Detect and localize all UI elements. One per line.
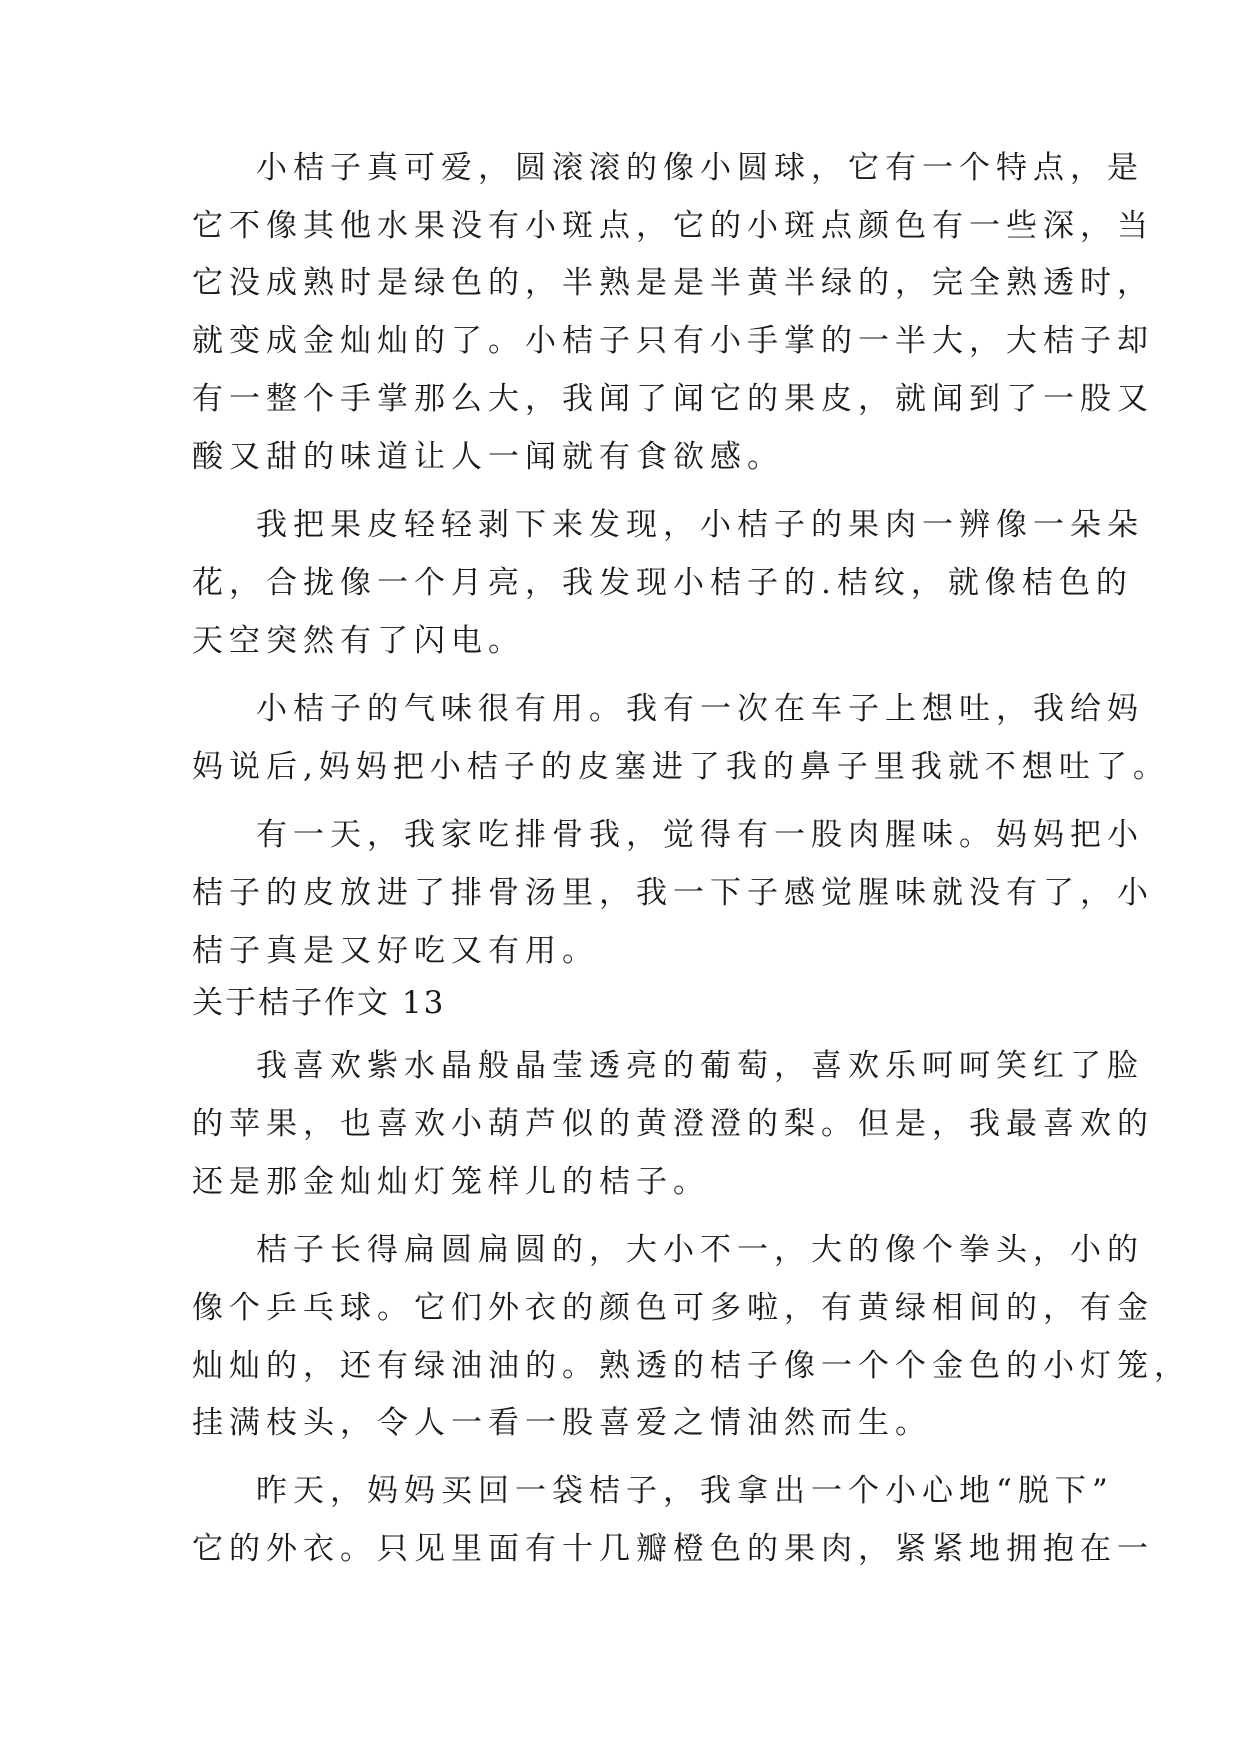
text-line-13: 桔子的皮放进了排骨汤里，我一下子感觉腥味就没有了，小 [192,875,1154,911]
text-line-3: 它没成熟时是绿色的，半熟是是半黄半绿的，完全熟透时， [192,265,1154,301]
text-line-18: 还是那金灿灿灯笼样儿的桔子。 [192,1164,710,1200]
text-line-10: 小桔子的气味很有用。我有一次在车子上想吐，我给妈 [256,691,1144,727]
text-line-5: 有一整个手掌那么大，我闻了闻它的果皮，就闻到了一股又 [192,381,1154,417]
text-line-9: 天空突然有了闪电。 [192,623,525,659]
text-line-11: 妈说后,妈妈把小桔子的皮塞进了我的鼻子里我就不想吐了。 [192,749,1170,785]
text-line-21: 灿灿的，还有绿油油的。熟透的桔子像一个个金色的小灯笼， [192,1348,1191,1384]
text-line-16: 我喜欢紫水晶般晶莹透亮的葡萄，喜欢乐呵呵笑红了脸 [256,1048,1144,1084]
text-line-19: 桔子长得扁圆扁圆的，大小不一，大的像个拳头，小的 [256,1232,1144,1268]
text-line-22: 挂满枝头，令人一看一股喜爱之情油然而生。 [192,1405,932,1441]
text-line-24: 它的外衣。只见里面有十几瓣橙色的果肉，紧紧地拥抱在一 [192,1531,1154,1567]
text-line-14: 桔子真是又好吃又有用。 [192,933,599,969]
text-line-7: 我把果皮轻轻剥下来发现，小桔子的果肉一辨像一朵朵 [256,507,1144,543]
text-line-12: 有一天，我家吃排骨我，觉得有一股肉腥味。妈妈把小 [256,817,1144,853]
section-heading: 关于桔子作文 13 [192,985,446,1021]
text-line-20: 像个乒乓球。它们外衣的颜色可多啦，有黄绿相间的，有金 [192,1290,1154,1326]
text-line-6: 酸又甜的味道让人一闻就有食欲感。 [192,439,784,475]
text-line-17: 的苹果，也喜欢小葫芦似的黄澄澄的梨。但是，我最喜欢的 [192,1106,1154,1142]
text-line-8: 花，合拢像一个月亮，我发现小桔子的.桔纹，就像桔色的 [192,565,1133,601]
text-line-23: 昨天，妈妈买回一袋桔子，我拿出一个小心地“脱下” [256,1473,1114,1509]
text-line-4: 就变成金灿灿的了。小桔子只有小手掌的一半大，大桔子却 [192,323,1154,359]
text-line-2: 它不像其他水果没有小斑点，它的小斑点颜色有一些深，当 [192,208,1154,244]
text-line-1: 小桔子真可爱，圆滚滚的像小圆球，它有一个特点，是 [256,150,1144,186]
